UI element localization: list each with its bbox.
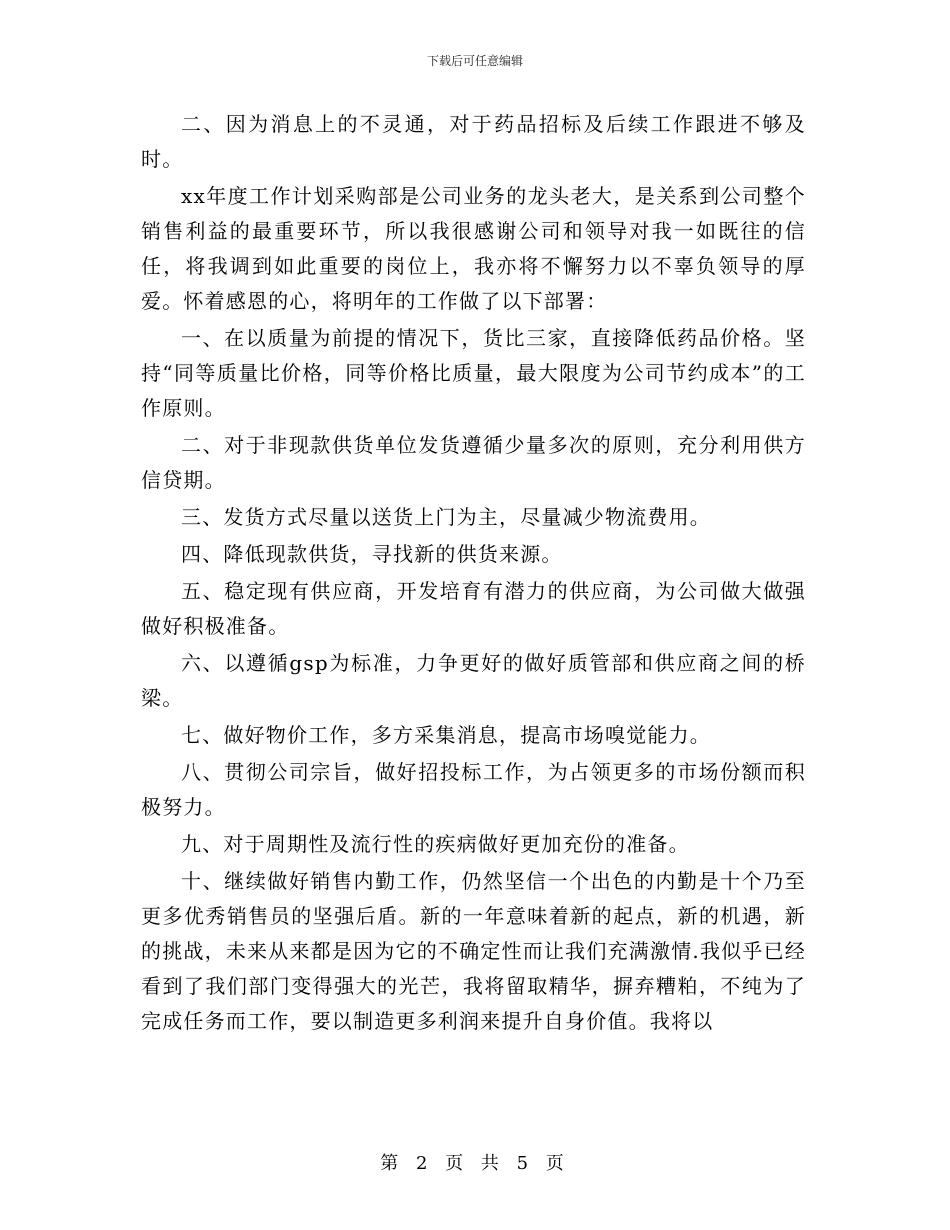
page-header: 下载后可任意编辑 bbox=[426, 54, 523, 68]
paragraph-8: 六、以遵循gsp为标准，力争更好的做好质管部和供应商之间的桥梁。 bbox=[141, 651, 806, 710]
paragraph-5: 三、发货方式尽量以送货上门为主，尽量减少物流费用。 bbox=[181, 505, 711, 529]
paragraph-10: 八、贯彻公司宗旨，做好招投标工作，为占领更多的市场份额而积极努力。 bbox=[141, 760, 806, 819]
paragraph-12: 十、继续做好销售内勤工作，仍然坚信一个出色的内勤是十个乃至更多优秀销售员的坚强后盾。新的一年意味着新的起点，新的机遇，新的挑战，未来从来都是因为它的不确定性而让我们充满激情.我似乎已经看到了我们部门变得强大的光芒，我将留取精华，摒弃糟粕，不纯为了完成任务而工作，要以制造更多利润来提升自身价值。我将以 bbox=[141, 869, 806, 1033]
paragraph-2: xx年度工作计划采购部是公司业务的龙头老大，是关系到公司整个销售利益的最重要环节，所以我很感谢公司和领导对我一如既往的信任，将我调到如此重要的岗位上，我亦将不懈努力以不辜负领导的厚爱。怀着感恩的心，将明年的工作做了以下部署： bbox=[141, 184, 806, 313]
paragraph-6: 四、降低现款供货，寻找新的供货来源。 bbox=[181, 542, 563, 566]
paragraph-11: 九、对于周期性及流行性的疾病做好更加充份的准备。 bbox=[181, 832, 690, 856]
document-body bbox=[141, 107, 806, 1041]
page-number-footer: 第 2 页 共 5 页 bbox=[380, 1153, 570, 1174]
paragraph-7: 五、稳定现有供应商，开发培育有潜力的供应商，为公司做大做强做好积极准备。 bbox=[141, 579, 806, 638]
paragraph-9: 七、做好物价工作，多方采集消息，提高市场嗅觉能力。 bbox=[181, 723, 711, 747]
paragraph-1: 二、因为消息上的不灵通，对于药品招标及后续工作跟进不够及时。 bbox=[141, 112, 806, 171]
paragraph-4: 二、对于非现款供货单位发货遵循少量多次的原则，充分利用供方信贷期。 bbox=[141, 433, 806, 492]
paragraph-3: 一、在以质量为前提的情况下，货比三家，直接降低药品价格。坚持“同等质量比价格，同等价格比质量，最大限度为公司节约成本”的工作原则。 bbox=[141, 326, 806, 420]
